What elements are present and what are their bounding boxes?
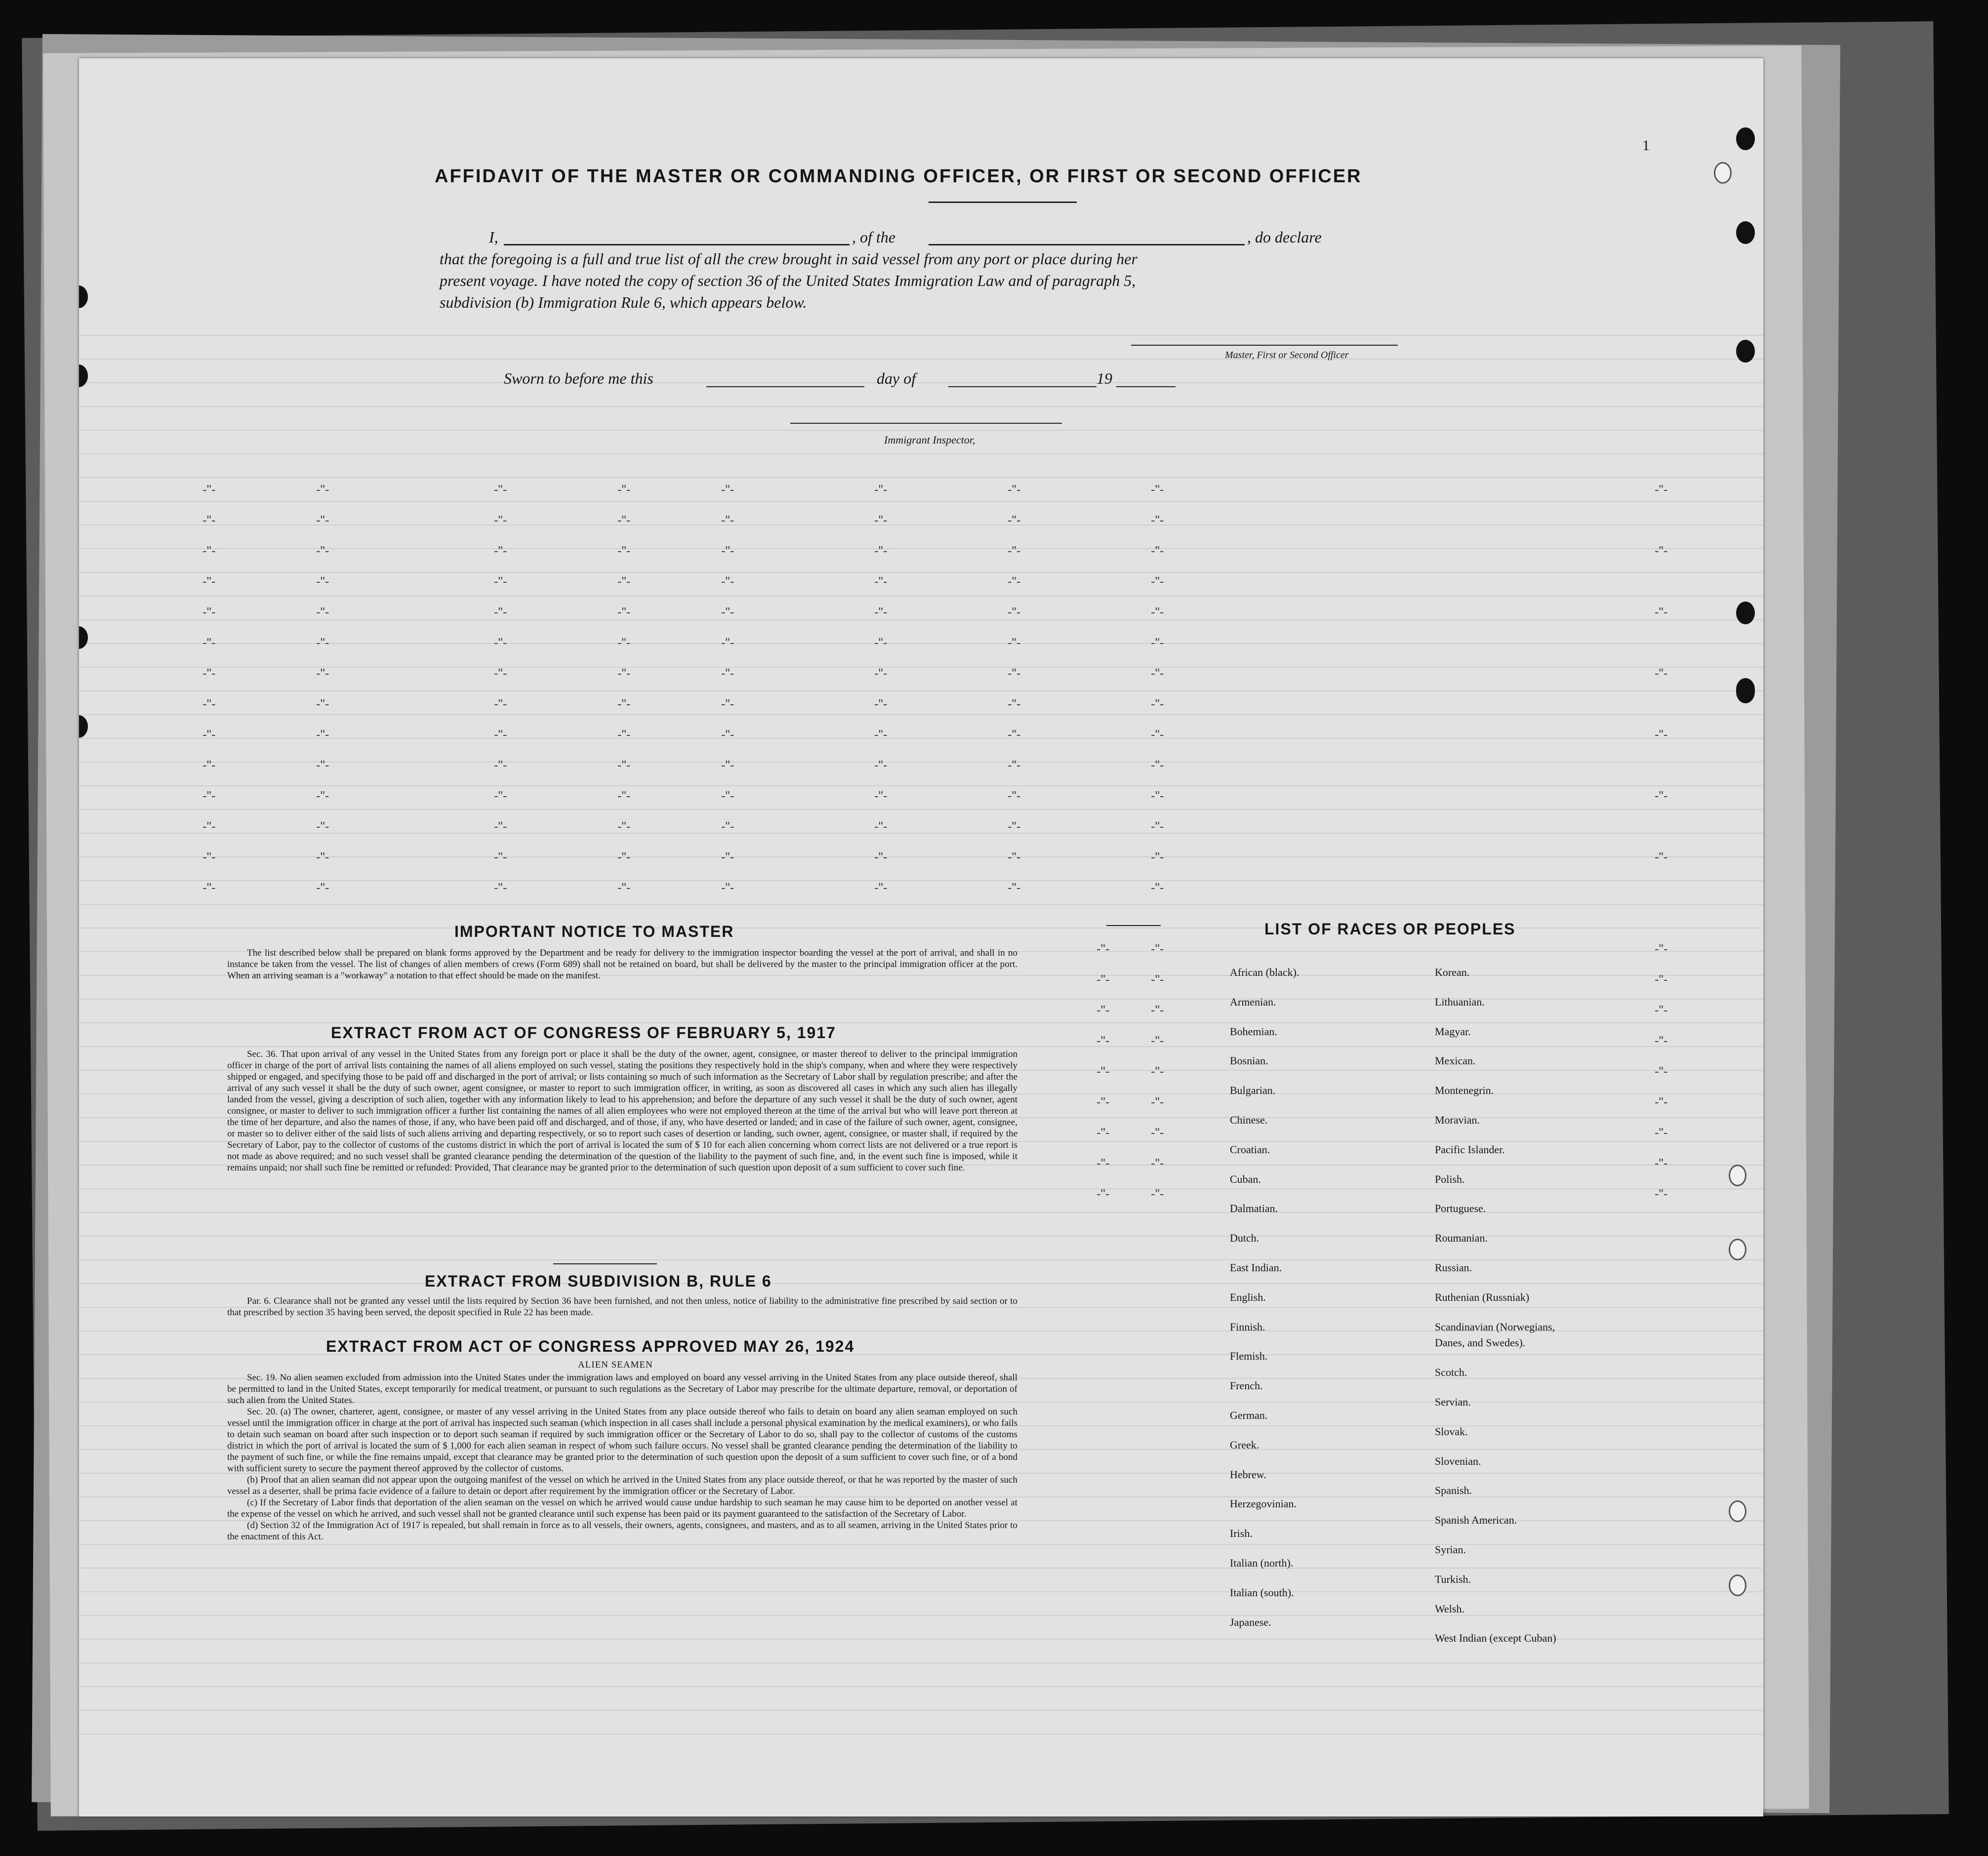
race-item: Syrian. bbox=[1435, 1543, 1466, 1556]
ghost-rule-line bbox=[79, 1568, 1763, 1569]
ditto-mark: -"- bbox=[617, 758, 631, 772]
ditto-mark: -"- bbox=[874, 635, 888, 650]
race-item: Russian. bbox=[1435, 1261, 1472, 1274]
ditto-mark: -"- bbox=[1151, 727, 1164, 742]
ditto-mark: -"- bbox=[1151, 788, 1164, 803]
punch-hole bbox=[1729, 1574, 1746, 1596]
race-item: French. bbox=[1230, 1379, 1263, 1392]
ditto-mark: -"- bbox=[1008, 666, 1021, 681]
ditto-mark: -"- bbox=[203, 574, 216, 589]
ditto-mark: -"- bbox=[316, 758, 329, 772]
ghost-rule-line bbox=[79, 619, 1763, 620]
ditto-mark: -"- bbox=[494, 819, 507, 834]
ditto-mark: -"- bbox=[1151, 1125, 1164, 1140]
ghost-rule-line bbox=[79, 1662, 1763, 1663]
ditto-mark: -"- bbox=[1008, 482, 1021, 497]
race-item: Roumanian. bbox=[1435, 1232, 1488, 1245]
ditto-mark: -"- bbox=[203, 482, 216, 497]
ditto-mark: -"- bbox=[1096, 941, 1110, 956]
ditto-mark: -"- bbox=[1655, 666, 1668, 681]
ditto-mark: -"- bbox=[316, 727, 329, 742]
ditto-mark: -"- bbox=[721, 788, 734, 803]
ditto-mark: -"- bbox=[1655, 1186, 1668, 1201]
ditto-mark: -"- bbox=[617, 605, 631, 619]
ditto-mark: -"- bbox=[1008, 727, 1021, 742]
ditto-mark: -"- bbox=[203, 788, 216, 803]
extract-rule6-text: Par. 6. Clearance shall not be granted any vessel until the lists required by Section 36 have been furnished, and not then unless, notice of liability to the administrative fine prescribed by said section or to that prescribed by section 35 having been served, the deposit specified in Rule 22 has been made. bbox=[227, 1296, 1017, 1318]
ditto-mark: -"- bbox=[1151, 605, 1164, 619]
ditto-mark: -"- bbox=[1096, 972, 1110, 987]
race-item: Bulgarian. bbox=[1230, 1084, 1276, 1097]
ditto-mark: -"- bbox=[874, 482, 888, 497]
punch-hole bbox=[1714, 162, 1732, 184]
sec20a-text: Sec. 20. (a) The owner, charterer, agent, consignee, or master of any vessel arriving in the United States from any place outside thereof who fails to detain on board any alien seaman employed on such vessel until the immigration officer in charge at the port of arrival has inspected such seaman (which inspection in all cases shall include a personal physical examination by the medical examiners), or who fails to detain such seaman on board after such inspection or to deport such seaman if required by such immigration officer or the Secretary of Labor to do so, shall pay to the collector of customs of the customs district in which the port of arrival is located the sum of $ 1,000 for each alien seaman in respect of whom such failure occurs. No vessel shall be granted clearance pending the determination of the liability to the payment of such fine, or while the fine remains unpaid, except that clearance may be granted prior to the determination of such question upon the deposit of a sum sufficient to cover such fine, or of a bond with sufficient surety to secure the payment thereof approved by the collector of customs. bbox=[227, 1407, 1017, 1474]
race-item: Turkish. bbox=[1435, 1573, 1471, 1585]
ditto-mark: -"- bbox=[1151, 849, 1164, 864]
punch-hole bbox=[1736, 340, 1755, 363]
ditto-mark: -"- bbox=[874, 543, 888, 558]
race-item: Moravian. bbox=[1435, 1114, 1480, 1126]
ditto-mark: -"- bbox=[874, 849, 888, 864]
ditto-mark: -"- bbox=[721, 696, 734, 711]
signature-line[interactable] bbox=[1131, 345, 1398, 346]
sec20b-text: (b) Proof that an alien seaman did not appear upon the outgoing manifest of the vessel on which he arrived in the United States from any place outside thereof, or that he was reported by the master of such vessel as a deserter, shall be prima facie evidence of a failure to detain or deport after requirement by the immigration officer or the Secretary of Labor. bbox=[227, 1475, 1017, 1496]
ditto-mark: -"- bbox=[874, 758, 888, 772]
ghost-rule-line bbox=[79, 738, 1763, 739]
ghost-rule-line bbox=[79, 904, 1763, 905]
ghost-rule-line bbox=[79, 335, 1763, 336]
ghost-rule-line bbox=[79, 762, 1763, 763]
ditto-mark: -"- bbox=[494, 543, 507, 558]
ditto-mark: -"- bbox=[617, 819, 631, 834]
ditto-mark: -"- bbox=[1008, 849, 1021, 864]
ditto-mark: -"- bbox=[316, 513, 329, 527]
ditto-mark: -"- bbox=[1151, 635, 1164, 650]
ditto-mark: -"- bbox=[1096, 1186, 1110, 1201]
extract-1924-subtitle: ALIEN SEAMEN bbox=[578, 1360, 653, 1370]
affidavit-line3: present voyage. I have noted the copy of section 36 of the United States Immigration Law and of paragraph 5, bbox=[440, 272, 1136, 289]
ditto-mark: -"- bbox=[1096, 1033, 1110, 1048]
ditto-mark: -"- bbox=[316, 849, 329, 864]
race-item: Italian (south). bbox=[1230, 1586, 1294, 1599]
notice-title: IMPORTANT NOTICE TO MASTER bbox=[454, 923, 734, 940]
ditto-mark: -"- bbox=[1008, 635, 1021, 650]
race-item: Greek. bbox=[1230, 1438, 1259, 1451]
ditto-mark: -"- bbox=[316, 605, 329, 619]
ditto-mark: -"- bbox=[721, 543, 734, 558]
ditto-mark: -"- bbox=[874, 696, 888, 711]
ghost-rule-line bbox=[79, 1686, 1763, 1687]
ditto-mark: -"- bbox=[1655, 849, 1668, 864]
ditto-mark: -"- bbox=[721, 605, 734, 619]
ditto-mark: -"- bbox=[617, 635, 631, 650]
ditto-mark: -"- bbox=[494, 574, 507, 589]
ditto-mark: -"- bbox=[1096, 1094, 1110, 1109]
extract-rule6-title: EXTRACT FROM SUBDIVISION B, RULE 6 bbox=[425, 1272, 772, 1290]
ditto-mark: -"- bbox=[1008, 696, 1021, 711]
ditto-mark: -"- bbox=[1096, 1064, 1110, 1079]
ghost-rule-line bbox=[79, 1046, 1763, 1047]
ditto-mark: -"- bbox=[203, 819, 216, 834]
ditto-mark: -"- bbox=[617, 880, 631, 895]
sworn-day-field[interactable] bbox=[706, 386, 864, 387]
ditto-mark: -"- bbox=[203, 513, 216, 527]
signature-label: Master, First or Second Officer bbox=[1225, 350, 1349, 361]
race-item: Polish. bbox=[1435, 1172, 1465, 1185]
ditto-mark: -"- bbox=[617, 482, 631, 497]
ghost-rule-line bbox=[79, 999, 1763, 1000]
ditto-mark: -"- bbox=[1655, 972, 1668, 987]
race-item: Bosnian. bbox=[1230, 1054, 1268, 1067]
ghost-rule-line bbox=[79, 501, 1763, 502]
ditto-mark: -"- bbox=[1151, 696, 1164, 711]
ditto-mark: -"- bbox=[494, 727, 507, 742]
punch-hole bbox=[1736, 127, 1755, 150]
race-item: Montenegrin. bbox=[1435, 1084, 1494, 1097]
race-item: Irish. bbox=[1230, 1527, 1253, 1540]
ghost-rule-line bbox=[79, 1259, 1763, 1260]
sec20c-text: (c) If the Secretary of Labor finds that deportation of the alien seaman on the vessel on which he arrived would cause undue hardship to such seaman he may cause him to be deported on another vessel at the expense of the vessel on which he arrived, and such vessel shall not be granted clearance until such expense has been paid or its payment guaranteed to the satisfaction of the Secretary of Labor. bbox=[227, 1497, 1017, 1519]
ditto-mark: -"- bbox=[617, 727, 631, 742]
ditto-mark: -"- bbox=[1151, 941, 1164, 956]
ditto-mark: -"- bbox=[874, 788, 888, 803]
race-item: Armenian. bbox=[1230, 995, 1276, 1008]
ditto-mark: -"- bbox=[203, 543, 216, 558]
ditto-mark: -"- bbox=[203, 849, 216, 864]
ghost-rule-line bbox=[79, 1615, 1763, 1616]
ditto-mark: -"- bbox=[1655, 788, 1668, 803]
ghost-rule-line bbox=[79, 1022, 1763, 1023]
ditto-mark: -"- bbox=[494, 605, 507, 619]
races-title: LIST OF RACES OR PEOPLES bbox=[1264, 920, 1516, 938]
ditto-mark: -"- bbox=[1151, 972, 1164, 987]
ghost-rule-line bbox=[79, 1591, 1763, 1592]
ditto-mark: -"- bbox=[1008, 574, 1021, 589]
ditto-mark: -"- bbox=[494, 513, 507, 527]
ditto-mark: -"- bbox=[1655, 1125, 1668, 1140]
ghost-rule-line bbox=[79, 406, 1763, 407]
race-item: Finnish. bbox=[1230, 1320, 1265, 1333]
ditto-mark: -"- bbox=[203, 605, 216, 619]
ditto-mark: -"- bbox=[617, 666, 631, 681]
ditto-mark: -"- bbox=[1655, 1156, 1668, 1170]
ditto-mark: -"- bbox=[617, 788, 631, 803]
ditto-mark: -"- bbox=[203, 758, 216, 772]
ditto-mark: -"- bbox=[494, 635, 507, 650]
ghost-rule-line bbox=[79, 596, 1763, 597]
ditto-mark: -"- bbox=[874, 574, 888, 589]
ditto-mark: -"- bbox=[1151, 543, 1164, 558]
ditto-mark: -"- bbox=[1008, 788, 1021, 803]
race-item: Portuguese. bbox=[1435, 1202, 1486, 1215]
ghost-rule-line bbox=[79, 643, 1763, 644]
ditto-mark: -"- bbox=[203, 727, 216, 742]
ditto-mark: -"- bbox=[316, 666, 329, 681]
ghost-rule-line bbox=[79, 690, 1763, 691]
ghost-rule-line bbox=[79, 1710, 1763, 1711]
race-item: Korean. bbox=[1435, 966, 1470, 978]
ditto-mark: -"- bbox=[1151, 758, 1164, 772]
ditto-mark: -"- bbox=[1151, 880, 1164, 895]
ditto-mark: -"- bbox=[874, 819, 888, 834]
ghost-rule-line bbox=[79, 430, 1763, 431]
ditto-mark: -"- bbox=[1151, 1156, 1164, 1170]
ditto-mark: -"- bbox=[1655, 1033, 1668, 1048]
ditto-mark: -"- bbox=[1008, 543, 1021, 558]
sec20d-text: (d) Section 32 of the Immigration Act of 1917 is repealed, but shall remain in force as to all vessels, their owners, agents, consignees, and masters, and as to all seamen, arriving in the United States prior to the enactment of this Act. bbox=[227, 1520, 1017, 1542]
ditto-mark: -"- bbox=[874, 513, 888, 527]
ditto-mark: -"- bbox=[1151, 666, 1164, 681]
ditto-mark: -"- bbox=[874, 666, 888, 681]
ghost-rule-line bbox=[79, 714, 1763, 715]
affidavit-line2: that the foregoing is a full and true list of all the crew brought in said vessel from any port or place during her bbox=[440, 250, 1137, 268]
ditto-mark: -"- bbox=[494, 788, 507, 803]
ditto-mark: -"- bbox=[494, 482, 507, 497]
ghost-rule-line bbox=[79, 359, 1763, 360]
punch-hole bbox=[1736, 678, 1755, 701]
punch-hole bbox=[79, 364, 88, 387]
underline-mark bbox=[1106, 925, 1161, 926]
ditto-mark: -"- bbox=[1008, 758, 1021, 772]
punch-hole bbox=[1729, 1165, 1746, 1186]
ditto-mark: -"- bbox=[1151, 513, 1164, 527]
ghost-rule-line bbox=[79, 453, 1763, 454]
ghost-rule-line bbox=[79, 833, 1763, 834]
race-item: Herzegovinian. bbox=[1230, 1497, 1297, 1510]
affidavit-body bbox=[440, 226, 1506, 313]
affidavit-title: AFFIDAVIT OF THE MASTER OR COMMANDING OFFICER, OR FIRST OR SECOND OFFICER bbox=[435, 166, 1362, 187]
race-item: Pacific Islander. bbox=[1435, 1143, 1505, 1156]
ghost-rule-line bbox=[79, 785, 1763, 786]
vessel-field[interactable] bbox=[929, 244, 1245, 245]
race-item: Magyar. bbox=[1435, 1025, 1471, 1038]
punch-hole bbox=[1729, 1500, 1746, 1522]
ditto-mark: -"- bbox=[1655, 543, 1668, 558]
ghost-rule-line bbox=[79, 856, 1763, 857]
race-item: Danes, and Swedes). bbox=[1435, 1336, 1526, 1349]
ditto-mark: -"- bbox=[874, 605, 888, 619]
race-item: Ruthenian (Russniak) bbox=[1435, 1291, 1530, 1303]
ditto-mark: -"- bbox=[1151, 1033, 1164, 1048]
ditto-mark: -"- bbox=[1008, 605, 1021, 619]
ditto-mark: -"- bbox=[1096, 1156, 1110, 1170]
ditto-mark: -"- bbox=[1655, 605, 1668, 619]
ditto-mark: -"- bbox=[721, 513, 734, 527]
ditto-mark: -"- bbox=[1655, 727, 1668, 742]
ditto-mark: -"- bbox=[1008, 513, 1021, 527]
ditto-mark: -"- bbox=[874, 880, 888, 895]
ditto-mark: -"- bbox=[721, 574, 734, 589]
race-item: Welsh. bbox=[1435, 1602, 1464, 1615]
ditto-mark: -"- bbox=[1655, 941, 1668, 956]
race-item: Bohemian. bbox=[1230, 1025, 1277, 1038]
ditto-mark: -"- bbox=[316, 880, 329, 895]
ditto-mark: -"- bbox=[617, 574, 631, 589]
ghost-rule-line bbox=[79, 1212, 1763, 1213]
ditto-mark: -"- bbox=[316, 574, 329, 589]
ditto-mark: -"- bbox=[721, 758, 734, 772]
ditto-mark: -"- bbox=[617, 696, 631, 711]
punch-hole bbox=[1736, 602, 1755, 624]
ghost-rule-line bbox=[79, 1188, 1763, 1189]
ditto-mark: -"- bbox=[203, 880, 216, 895]
sec19-text: Sec. 19. No alien seamen excluded from admission into the United States under the immigration laws and employed on board any vessel arriving in the United States from any place outside thereof, shall be permitted to land in the United States, except temporarily for medical treatment, or pursuant to such regulations as the Secretary of Labor may prescribe for the ultimate departure, removal, or deportation of such alien from the United States. bbox=[227, 1372, 1017, 1406]
race-item: Spanish American. bbox=[1435, 1514, 1517, 1527]
ditto-mark: -"- bbox=[203, 696, 216, 711]
notice-text: The list described below shall be prepared on blank forms approved by the Department and be ready for delivery to the immigration inspector boarding the vessel at the port of arrival, and shall in no instance be taken from the vessel. The list of changes of alien members of crews (Form 689) shall not be retained on board, but shall be delivered by the master to the principal immigration officer at the port. When an arriving seaman is a "workaway" a notation to that effect should be made on the manifest. bbox=[227, 948, 1017, 981]
race-item: Servian. bbox=[1435, 1396, 1471, 1409]
ghost-rule-line bbox=[79, 1734, 1763, 1735]
punch-hole bbox=[1729, 1239, 1746, 1260]
ditto-mark: -"- bbox=[721, 635, 734, 650]
sworn-year-field[interactable] bbox=[1116, 386, 1176, 387]
ghost-rule-line bbox=[79, 572, 1763, 573]
ditto-mark: -"- bbox=[494, 758, 507, 772]
ditto-mark: -"- bbox=[1655, 1064, 1668, 1079]
inspector-label: Immigrant Inspector, bbox=[884, 434, 975, 446]
race-item: Scandinavian (Norwegians, bbox=[1435, 1320, 1555, 1333]
race-item: Lithuanian. bbox=[1435, 995, 1485, 1008]
ditto-mark: -"- bbox=[316, 482, 329, 497]
race-item: Mexican. bbox=[1435, 1054, 1476, 1067]
race-item: Slovenian. bbox=[1435, 1454, 1481, 1467]
race-item: East Indian. bbox=[1230, 1261, 1282, 1274]
ditto-mark: -"- bbox=[721, 482, 734, 497]
race-item: Scotch. bbox=[1435, 1366, 1467, 1379]
punch-hole bbox=[1736, 221, 1755, 244]
sworn-line: Sworn to before me this bbox=[504, 369, 653, 387]
affidavit-line1: I, , of the , do declare bbox=[489, 228, 1322, 246]
ditto-mark: -"- bbox=[617, 543, 631, 558]
punch-hole bbox=[79, 715, 88, 738]
extract-1924-body bbox=[227, 1372, 1017, 1542]
affidavit-line4: subdivision (b) Immigration Rule 6, which appears below. bbox=[440, 293, 807, 311]
ditto-mark: -"- bbox=[1655, 482, 1668, 497]
ditto-mark: -"- bbox=[1151, 574, 1164, 589]
ghost-rule-line bbox=[79, 477, 1763, 478]
ditto-mark: -"- bbox=[874, 727, 888, 742]
ditto-mark: -"- bbox=[203, 666, 216, 681]
ditto-mark: -"- bbox=[617, 513, 631, 527]
ditto-mark: -"- bbox=[721, 849, 734, 864]
ditto-mark: -"- bbox=[1151, 1064, 1164, 1079]
ditto-mark: -"- bbox=[1151, 1003, 1164, 1017]
ditto-mark: -"- bbox=[1151, 1094, 1164, 1109]
name-field[interactable] bbox=[504, 244, 850, 245]
race-item: German. bbox=[1230, 1409, 1268, 1421]
ditto-mark: -"- bbox=[316, 788, 329, 803]
ditto-mark: -"- bbox=[1096, 1125, 1110, 1140]
punch-hole bbox=[79, 285, 88, 308]
ditto-mark: -"- bbox=[1008, 880, 1021, 895]
ditto-mark: -"- bbox=[1151, 819, 1164, 834]
ghost-rule-line bbox=[79, 809, 1763, 810]
ditto-mark: -"- bbox=[1096, 1003, 1110, 1017]
divider bbox=[929, 202, 1077, 203]
race-item: Italian (north). bbox=[1230, 1557, 1294, 1569]
ditto-mark: -"- bbox=[617, 849, 631, 864]
race-item: Croatian. bbox=[1230, 1143, 1270, 1156]
inspector-line[interactable] bbox=[790, 423, 1062, 424]
document-page bbox=[79, 58, 1763, 1816]
punch-hole bbox=[79, 626, 88, 649]
ditto-mark: -"- bbox=[1655, 1003, 1668, 1017]
extract-1917-title: EXTRACT FROM ACT OF CONGRESS OF FEBRUARY 5, 1917 bbox=[331, 1024, 836, 1042]
race-item: Spanish. bbox=[1435, 1484, 1472, 1497]
ditto-mark: -"- bbox=[1151, 1186, 1164, 1201]
day-of-label: day of bbox=[877, 369, 916, 387]
extract-1924-title: EXTRACT FROM ACT OF CONGRESS APPROVED MAY 26, 1924 bbox=[326, 1337, 855, 1355]
race-item: Dalmatian. bbox=[1230, 1202, 1278, 1215]
race-item: Flemish. bbox=[1230, 1350, 1268, 1363]
race-item: African (black). bbox=[1230, 966, 1299, 978]
ghost-rule-line bbox=[79, 1544, 1763, 1545]
race-item: Japanese. bbox=[1230, 1615, 1271, 1628]
race-item: English. bbox=[1230, 1291, 1266, 1303]
race-item: Cuban. bbox=[1230, 1172, 1261, 1185]
ghost-rule-line bbox=[79, 667, 1763, 668]
ditto-mark: -"- bbox=[316, 696, 329, 711]
ditto-mark: -"- bbox=[316, 819, 329, 834]
ghost-rule-line bbox=[79, 880, 1763, 881]
ditto-mark: -"- bbox=[494, 696, 507, 711]
ditto-mark: -"- bbox=[721, 880, 734, 895]
page-number: 1 bbox=[1642, 137, 1650, 154]
ditto-mark: -"- bbox=[1655, 1094, 1668, 1109]
divider bbox=[553, 1263, 657, 1264]
ditto-mark: -"- bbox=[1008, 819, 1021, 834]
ditto-mark: -"- bbox=[316, 635, 329, 650]
sworn-month-field[interactable] bbox=[948, 386, 1096, 387]
ditto-mark: -"- bbox=[721, 666, 734, 681]
ghost-rule-line bbox=[79, 1283, 1763, 1284]
ditto-mark: -"- bbox=[494, 849, 507, 864]
ditto-mark: -"- bbox=[203, 635, 216, 650]
ditto-mark: -"- bbox=[494, 880, 507, 895]
ghost-rule-line bbox=[79, 548, 1763, 549]
year-label: 19 bbox=[1096, 369, 1112, 387]
race-item: Chinese. bbox=[1230, 1114, 1268, 1126]
race-item: Hebrew. bbox=[1230, 1468, 1266, 1481]
ditto-mark: -"- bbox=[721, 727, 734, 742]
race-item: Dutch. bbox=[1230, 1232, 1259, 1245]
ditto-mark: -"- bbox=[721, 819, 734, 834]
ditto-mark: -"- bbox=[1151, 482, 1164, 497]
race-item: West Indian (except Cuban) bbox=[1435, 1632, 1556, 1645]
ditto-mark: -"- bbox=[316, 543, 329, 558]
ditto-mark: -"- bbox=[494, 666, 507, 681]
ghost-rule-line bbox=[79, 1236, 1763, 1237]
race-item: Slovak. bbox=[1435, 1425, 1468, 1438]
extract-1917-text: Sec. 36. That upon arrival of any vessel in the United States from any foreign port or place it shall be the duty of the owner, agent, consignee, or master thereof to deliver to the principal immigration officer in charge of the port of arrival lists containing the names of all aliens employed on such vessel, stating the positions they respectively hold in the ship's company, when and where they were respectively shipped or engaged, and specifying those to be paid off and discharged in the port of arrival; or lists containing so much of such information as the Secretary of Labor shall by regulation prescribe; and after the arrival of any such vessel it shall be the duty of such owner, agent consignee, or master to report to such immigration officer, in writing, as soon as discovered all cases in which any such alien has illegally landed from the vessel, giving a description of such alien, together with any information likely to lead to his apprehension; and before the departure of any such vessel it shall be the duty of such owner, agent consignee, or master to deliver to such immigration officer a further list containing the names of all alien employees who were not employed thereon at the time of the arrival but who will leave port thereon at the time of her departure, and also the names of those, if any, who have been paid off and discharged, and of those, if any, who have deserted or landed; and in case of the failure of such owner, agent, consignee, or master so to deliver either of the said lists of such aliens arriving and departing respectively, or so to report such cases of desertion or landing, such owner, agent, consignee, or master shall, if required by the Secretary of Labor, pay to the collector of customs of the customs district in which the port of arrival is located the sum of $ 10 for each alien concerning whom correct lists are not delivered or a true report is not made as above required; and no such vessel shall be granted clearance pending the determination of the question of the liability to the payment of such fine, and, in the event such fine is imposed, while it remains unpaid; nor shall such fine be remitted or refunded: Provided, That clearance may be granted prior to the determination of such question upon deposit of a sum sufficient to cover such fine. bbox=[227, 1049, 1017, 1173]
